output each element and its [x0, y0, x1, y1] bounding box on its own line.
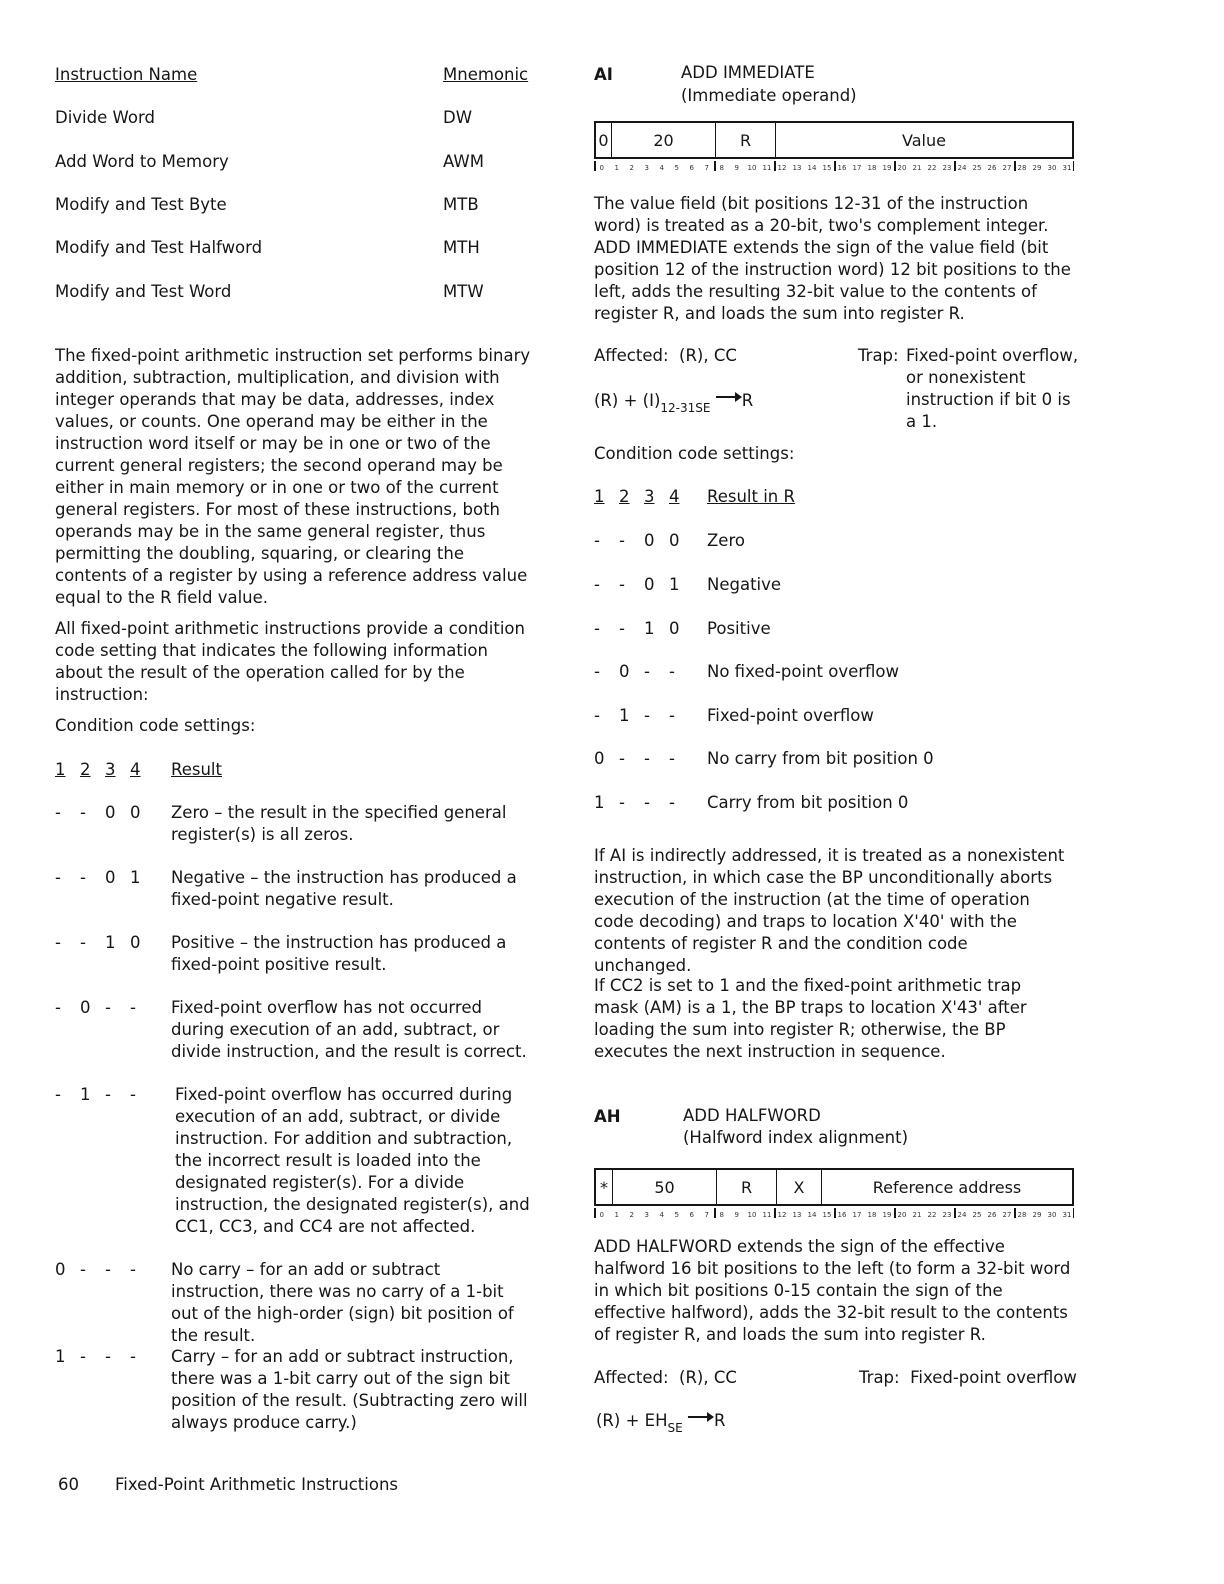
cc-desc: Negative – the instruction has produced a fixed-point negative result. — [171, 868, 517, 909]
instruction-name: Modify and Test Halfword — [55, 238, 263, 257]
ai-affected: Affected: (R), CC — [594, 346, 737, 365]
cc-bit-header: 3 — [105, 760, 116, 779]
cc-row — [55, 802, 535, 846]
bit-group-divider — [954, 1208, 956, 1218]
cc-bit: - — [669, 749, 675, 768]
bit-position-label: 12 — [777, 1211, 787, 1219]
ah-trap: Trap: Fixed-point overflow — [859, 1368, 1077, 1387]
bit-position-label: 10 — [747, 164, 757, 172]
ai-subtitle: (Immediate operand) — [681, 86, 857, 105]
ai-field-opcode: 20 — [612, 123, 716, 159]
bit-group-divider — [954, 161, 956, 171]
ai-cc-heading: Condition code settings: — [594, 444, 795, 463]
ah-bit-positions — [594, 1211, 1074, 1221]
cc-bit: 0 — [105, 803, 116, 822]
cc-bit: - — [594, 662, 600, 681]
bit-position-label: 15 — [822, 1211, 832, 1219]
cc-desc: No carry from bit position 0 — [707, 749, 934, 768]
cc-header-bits — [55, 759, 155, 781]
bit-position-label: 14 — [807, 164, 817, 172]
ah-description — [594, 1236, 1078, 1346]
cc-bit: - — [55, 868, 61, 887]
cc-bit: - — [80, 1347, 86, 1366]
cc-bits — [594, 748, 694, 770]
bit-group-divider — [594, 161, 596, 171]
bit-group-divider — [834, 161, 836, 171]
cc-result-header: Result — [171, 760, 222, 779]
ai-cc2-paragraph-text: If CC2 is set to 1 and the fixed-point arithmetic trap mask (AM) is a 1, the BP traps to location X'43' after loading the sum into register R; otherwise, the BP executes the next instruction in sequence. — [594, 976, 1027, 1061]
cc-bits — [55, 867, 155, 889]
cc-bit: - — [619, 575, 625, 594]
cc-bits — [55, 932, 155, 954]
bit-position-label: 29 — [1032, 164, 1042, 172]
cc-bit: 1 — [594, 793, 605, 812]
bit-group-divider — [594, 1208, 596, 1218]
instruction-name: Modify and Test Word — [55, 282, 232, 301]
ai-description-text: The value field (bit positions 12-31 of the instruction word) is treated as a 20-bit, two's complement integer. ADD IMMEDIATE extends the sign of the value field (bit position 12 of the instruction word) 12 bit positions to the left, adds the resulting 32-bit value to the contents of register R, and loads the sum into register R. — [594, 194, 1071, 323]
cc-bit: - — [80, 933, 86, 952]
bit-position-label: 25 — [972, 1211, 982, 1219]
bit-group-divider — [894, 1208, 896, 1218]
bit-group-divider — [1073, 161, 1075, 171]
cc-row — [594, 748, 1074, 770]
ai-formula-subscript: 12-31SE — [660, 401, 711, 415]
cc-bit: 0 — [594, 749, 605, 768]
cc-desc: Zero – the result in the specified general register(s) is all zeros. — [171, 803, 507, 844]
cc-bits — [594, 661, 694, 683]
cc-table-header — [55, 759, 535, 781]
cc-row — [55, 1084, 535, 1238]
cc-desc: Positive – the instruction has produced a fixed-point positive result. — [171, 933, 507, 974]
bit-position-label: 25 — [972, 164, 982, 172]
ai-indirect-paragraph — [594, 845, 1070, 977]
bit-group-divider — [1073, 1208, 1075, 1218]
cc-intro-paragraph-text: All fixed-point arithmetic instructions provide a condition code setting that indicates the following information about the result of the operation called for by the instruction: — [55, 619, 525, 704]
cc-bit: - — [619, 793, 625, 812]
cc-bit: 1 — [644, 619, 655, 638]
ai-description — [594, 193, 1076, 325]
bit-position-label: 3 — [644, 164, 649, 172]
instruction-name: Add Word to Memory — [55, 152, 229, 171]
bit-position-label: 7 — [704, 1211, 709, 1219]
cc-bit: 0 — [105, 868, 116, 887]
bit-position-label: 19 — [882, 1211, 892, 1219]
bit-position-label: 8 — [719, 1211, 724, 1219]
page-number: 60 — [58, 1475, 79, 1494]
cc-bits — [594, 705, 694, 727]
cc-bit: 0 — [130, 933, 141, 952]
bit-position-label: 4 — [659, 1211, 664, 1219]
cc-bit: - — [619, 619, 625, 638]
ai-formula-result: R — [741, 391, 754, 410]
cc-row — [594, 530, 1074, 552]
cc-bit: - — [55, 803, 61, 822]
cc-bit: - — [80, 1260, 86, 1279]
cc-bit-header: 2 — [619, 487, 630, 506]
cc-bit: - — [619, 749, 625, 768]
bit-position-label: 6 — [689, 164, 694, 172]
bit-position-label: 16 — [837, 1211, 847, 1219]
cc-bit: 1 — [105, 933, 116, 952]
cc-row — [55, 867, 535, 911]
ah-mnemonic: AH — [594, 1107, 621, 1126]
bit-position-label: 21 — [912, 164, 922, 172]
cc-bits — [594, 574, 694, 596]
bit-position-label: 26 — [987, 1211, 997, 1219]
ah-field-reference-address: Reference address — [872, 1178, 1022, 1197]
cc-bit: - — [130, 1085, 136, 1104]
bit-position-label: 20 — [897, 1211, 907, 1219]
mnemonic-header: Mnemonic — [443, 65, 529, 84]
cc-bit: 0 — [130, 803, 141, 822]
ah-formula-main: (R) + EH — [596, 1411, 668, 1430]
footer-section-title: Fixed-Point Arithmetic Instructions — [115, 1475, 399, 1494]
bit-position-label: 27 — [1002, 164, 1012, 172]
cc-bits — [55, 1346, 155, 1368]
cc-bit: - — [644, 749, 650, 768]
bit-position-label: 0 — [599, 1211, 604, 1219]
ai-trap-text: Fixed-point overflow, or nonexistent instruction if bit 0 is a 1. — [906, 346, 1079, 431]
cc-bit: - — [669, 706, 675, 725]
cc-bit: - — [130, 1260, 136, 1279]
instruction-mnemonic: MTB — [443, 195, 479, 214]
cc-bit: 1 — [669, 575, 680, 594]
bit-position-label: 30 — [1047, 1211, 1057, 1219]
cc-bit: - — [594, 706, 600, 725]
bit-position-label: 30 — [1047, 164, 1057, 172]
bit-group-divider — [774, 1208, 776, 1218]
bit-position-label: 31 — [1062, 1211, 1072, 1219]
cc-bit: 0 — [80, 998, 91, 1017]
ai-instruction-format — [594, 121, 1074, 159]
cc-bit-header: 4 — [669, 487, 680, 506]
bit-position-label: 9 — [734, 1211, 739, 1219]
bit-position-label: 18 — [867, 1211, 877, 1219]
bit-position-label: 13 — [792, 164, 802, 172]
bit-position-label: 28 — [1017, 164, 1027, 172]
bit-position-label: 17 — [852, 1211, 862, 1219]
cc-bits — [594, 530, 694, 552]
bit-position-label: 18 — [867, 164, 877, 172]
cc-bit: - — [644, 706, 650, 725]
bit-position-label: 8 — [719, 164, 724, 172]
bit-position-label: 11 — [762, 164, 772, 172]
bit-position-label: 31 — [1062, 164, 1072, 172]
cc-bit: - — [619, 531, 625, 550]
cc-bit-header: 2 — [80, 760, 91, 779]
cc-bit: - — [105, 1260, 111, 1279]
cc-bits — [55, 1259, 155, 1281]
cc-desc: Fixed-point overflow — [707, 706, 874, 725]
cc-row — [594, 618, 1074, 640]
cc-desc: Fixed-point overflow has not occurred during execution of an add, subtract, or divide instruction, and the result is correct. — [171, 998, 527, 1061]
ah-formula — [596, 1410, 725, 1439]
cc-desc: Positive — [707, 619, 771, 638]
cc-bit: - — [130, 1347, 136, 1366]
bit-position-label: 29 — [1032, 1211, 1042, 1219]
bit-group-divider — [894, 161, 896, 171]
bit-position-label: 14 — [807, 1211, 817, 1219]
cc-heading: Condition code settings: — [55, 716, 256, 735]
bit-position-label: 24 — [957, 164, 967, 172]
cc-bit: - — [55, 933, 61, 952]
ah-instruction-format — [594, 1168, 1074, 1206]
ai-indirect-paragraph-text: If AI is indirectly addressed, it is treated as a nonexistent instruction, in which case the BP unconditionally aborts execution of the instruction (at the time of operation code decoding) and traps to location X'40' with the contents of register R and the condition code unchanged. — [594, 846, 1065, 975]
ai-cc-table-header — [594, 486, 894, 508]
instruction-mnemonic: DW — [443, 108, 473, 127]
cc-bit: 1 — [619, 706, 630, 725]
ai-cc-result-header: Result in R — [707, 487, 795, 506]
ai-field-value: Value — [902, 131, 946, 150]
bit-position-label: 23 — [942, 164, 952, 172]
cc-bit: - — [669, 793, 675, 812]
cc-desc: Carry – for an add or subtract instruction, there was a 1-bit carry out of the sign bit position of the result. (Subtracting zero will always produce carry.) — [171, 1347, 528, 1432]
ah-field-index: X — [777, 1170, 822, 1206]
arrow-right-icon — [716, 392, 742, 402]
cc-desc: Carry from bit position 0 — [707, 793, 909, 812]
cc-bit: - — [644, 662, 650, 681]
cc-row — [55, 997, 535, 1063]
bit-position-label: 22 — [927, 164, 937, 172]
instruction-name-header: Instruction Name — [55, 65, 198, 84]
ah-field-register: R — [717, 1170, 777, 1206]
bit-position-label: 5 — [674, 164, 679, 172]
cc-desc: No fixed-point overflow — [707, 662, 900, 681]
bit-group-divider — [1014, 1208, 1016, 1218]
cc-bit: 1 — [130, 868, 141, 887]
cc-bit: - — [80, 803, 86, 822]
ah-description-text: ADD HALFWORD extends the sign of the effective halfword 16 bit positions to the left (to form a 32-bit word in which bit positions 0-15 contain the sign of the effective halfword), adds the 32-bit result to the contents of register R, and loads the sum into register R. — [594, 1237, 1071, 1344]
bit-position-label: 1 — [614, 164, 619, 172]
instruction-name: Divide Word — [55, 108, 155, 127]
ai-field-register: R — [716, 123, 776, 159]
cc-bit: 0 — [644, 531, 655, 550]
bit-position-label: 24 — [957, 1211, 967, 1219]
bit-position-label: 3 — [644, 1211, 649, 1219]
bit-group-divider — [1014, 161, 1016, 171]
cc-row — [594, 661, 1074, 683]
cc-bit: 0 — [669, 531, 680, 550]
bit-position-label: 28 — [1017, 1211, 1027, 1219]
cc-bit: - — [594, 531, 600, 550]
intro-paragraph — [55, 345, 539, 609]
cc-bit: 1 — [55, 1347, 66, 1366]
bit-group-divider — [714, 161, 716, 171]
ai-field-indirect: 0 — [596, 123, 612, 159]
bit-position-label: 7 — [704, 164, 709, 172]
ah-affected: Affected: (R), CC — [594, 1368, 737, 1387]
intro-paragraph-text: The fixed-point arithmetic instruction set performs binary addition, subtraction, multiplication, and division with integer operands that may be data, addresses, index values, or counts. One operand may be either in the instruction word itself or may be in one or two of the current general registers; the second operand may be either in main memory or in one or two of the current general registers. For most of these instructions, both operands may be in the same general register, thus permitting the doubling, squaring, or clearing the contents of a register by using a reference address value equal to the R field value. — [55, 346, 531, 607]
bit-position-label: 20 — [897, 164, 907, 172]
cc-bit-header: 3 — [644, 487, 655, 506]
cc-desc: Fixed-point overflow has occurred during execution of an add, subtract, or divide instruction. For addition and subtraction, the incorrect result is loaded into the designated register(s). For a divide instruction, the designated register(s), and CC1, CC3, and CC4 are not affected. — [175, 1085, 530, 1236]
cc-bit: - — [130, 998, 136, 1017]
ah-formula-subscript: SE — [667, 1421, 683, 1435]
bit-position-label: 2 — [629, 1211, 634, 1219]
cc-bits — [55, 1084, 155, 1106]
instruction-mnemonic: MTW — [443, 282, 484, 301]
bit-position-label: 0 — [599, 164, 604, 172]
bit-position-label: 26 — [987, 164, 997, 172]
bit-position-label: 15 — [822, 164, 832, 172]
cc-row — [55, 932, 535, 976]
cc-bit: 0 — [619, 662, 630, 681]
bit-position-label: 19 — [882, 164, 892, 172]
ah-formula-result: R — [713, 1411, 726, 1430]
cc-bits — [55, 802, 155, 824]
instruction-name: Modify and Test Byte — [55, 195, 227, 214]
bit-position-label: 17 — [852, 164, 862, 172]
cc-bit: - — [55, 1085, 61, 1104]
cc-row — [594, 574, 1074, 596]
bit-position-label: 11 — [762, 1211, 772, 1219]
cc-bit: 0 — [644, 575, 655, 594]
ai-formula — [594, 390, 753, 419]
cc-bit: 1 — [80, 1085, 91, 1104]
cc-bit-header: 4 — [130, 760, 141, 779]
cc-bit: - — [105, 1347, 111, 1366]
bit-position-label: 21 — [912, 1211, 922, 1219]
cc-bits — [594, 792, 694, 814]
cc-bit: - — [105, 1085, 111, 1104]
bit-position-label: 9 — [734, 164, 739, 172]
bit-position-label: 5 — [674, 1211, 679, 1219]
ah-field-opcode: 50 — [613, 1170, 717, 1206]
cc-desc: Zero — [707, 531, 745, 550]
ai-mnemonic: AI — [594, 65, 613, 84]
bit-position-label: 22 — [927, 1211, 937, 1219]
bit-position-label: 27 — [1002, 1211, 1012, 1219]
cc-desc: Negative — [707, 575, 782, 594]
bit-position-label: 12 — [777, 164, 787, 172]
ai-cc2-paragraph — [594, 975, 1070, 1063]
cc-intro-paragraph — [55, 618, 539, 706]
cc-bit: - — [80, 868, 86, 887]
ai-title: ADD IMMEDIATE — [681, 63, 815, 82]
cc-row — [55, 1346, 535, 1434]
bit-group-divider — [714, 1208, 716, 1218]
cc-bit: - — [105, 998, 111, 1017]
cc-bit: 0 — [55, 1260, 66, 1279]
cc-bit-header: 1 — [55, 760, 66, 779]
cc-row — [594, 792, 1074, 814]
ai-bit-positions — [594, 164, 1074, 174]
cc-row — [55, 1259, 535, 1345]
bit-group-divider — [774, 161, 776, 171]
bit-position-label: 10 — [747, 1211, 757, 1219]
bit-position-label: 16 — [837, 164, 847, 172]
bit-position-label: 13 — [792, 1211, 802, 1219]
bit-position-label: 23 — [942, 1211, 952, 1219]
cc-bit: - — [55, 998, 61, 1017]
cc-bit-header: 1 — [594, 487, 605, 506]
bit-position-label: 4 — [659, 164, 664, 172]
ah-subtitle: (Halfword index alignment) — [683, 1128, 909, 1147]
bit-position-label: 1 — [614, 1211, 619, 1219]
cc-bit: - — [669, 662, 675, 681]
bit-group-divider — [834, 1208, 836, 1218]
cc-bits — [594, 618, 694, 640]
ai-formula-main: (R) + (I) — [594, 391, 661, 410]
ai-trap-label: Trap: — [858, 346, 899, 365]
ah-title: ADD HALFWORD — [683, 1106, 821, 1125]
arrow-right-icon — [688, 1412, 714, 1422]
cc-bit: 0 — [669, 619, 680, 638]
ai-cc-header-bits — [594, 486, 694, 508]
ah-field-indirect: * — [596, 1170, 613, 1206]
instruction-mnemonic: MTH — [443, 238, 480, 257]
cc-row — [594, 705, 1074, 727]
bit-position-label: 6 — [689, 1211, 694, 1219]
instruction-mnemonic: AWM — [443, 152, 484, 171]
bit-position-label: 2 — [629, 164, 634, 172]
cc-bit: - — [644, 793, 650, 812]
cc-bit: - — [594, 619, 600, 638]
cc-bits — [55, 997, 155, 1019]
cc-desc: No carry – for an add or subtract instruction, there was no carry of a 1-bit out of the high-order (sign) bit position of the result. — [171, 1260, 514, 1345]
cc-bit: - — [594, 575, 600, 594]
